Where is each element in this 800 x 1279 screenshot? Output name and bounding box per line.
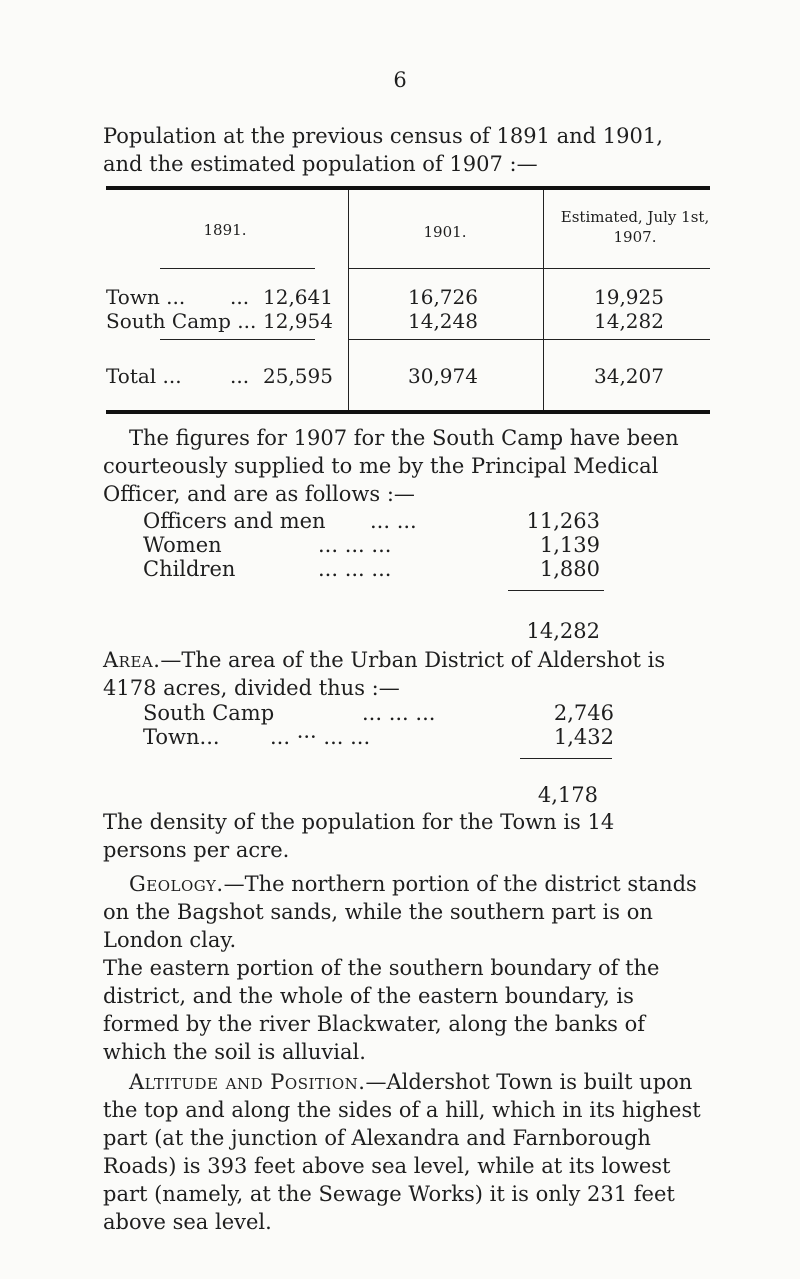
- item-label: Town...: [143, 725, 220, 749]
- altitude-paragraph: [103, 1068, 703, 1236]
- item-value: 2,746: [553, 701, 614, 725]
- row-1907: 19,925: [594, 285, 664, 309]
- item-leader: ... ...: [370, 509, 417, 533]
- intro-paragraph: Population at the previous census of 1891 and 1901, and the estimated population of 1907 :—: [103, 124, 663, 176]
- table-header-rule: [348, 268, 710, 269]
- item-value: 1,432: [553, 725, 614, 749]
- geology-heading: Geology.: [129, 872, 224, 896]
- item-leader: ... ... ...: [318, 533, 392, 557]
- row-1891: 12,641: [263, 285, 333, 309]
- row-1907: 14,282: [594, 309, 664, 333]
- total-1907: 34,207: [594, 364, 664, 388]
- area-text: —The area of the Urban District of Aldershot is 4178 acres, divided thus :—: [103, 648, 666, 700]
- item-label: Women: [143, 533, 222, 557]
- table-top-rule: [106, 186, 710, 190]
- item-value: 11,263: [526, 509, 600, 533]
- table-col-divider: [543, 190, 544, 412]
- area-paragraph: [103, 646, 703, 702]
- table-total-rule: [160, 339, 315, 340]
- item-label: South Camp: [143, 701, 275, 725]
- item-leader: ... ··· ... ...: [270, 725, 371, 749]
- total-1901: 30,974: [408, 364, 478, 388]
- total-leader: ...: [230, 364, 250, 388]
- density-paragraph: The density of the population for the Town is 14 persons per acre.: [103, 810, 615, 862]
- sum-rule: [520, 758, 612, 759]
- header-1907: Estimated, July 1st, 1907.: [560, 208, 710, 246]
- row-1901: 14,248: [408, 309, 478, 333]
- geology-paragraph: [103, 870, 703, 954]
- table-header-rule: [160, 268, 315, 269]
- row-1891: 12,954: [263, 309, 333, 333]
- header-1901: 1901.: [423, 223, 467, 241]
- area-heading: Area.: [103, 648, 161, 672]
- item-leader: ... ... ...: [318, 557, 392, 581]
- table-total-rule: [348, 339, 710, 340]
- row-leader: ...: [230, 285, 250, 309]
- sum-rule: [508, 590, 604, 591]
- page-number: 6: [393, 68, 407, 92]
- geology-text: —The northern portion of the district stands on the Bagshot sands, while the southern part is on London clay.: [103, 872, 697, 952]
- row-label: South Camp ...: [106, 309, 257, 333]
- item-leader: ... ... ...: [362, 701, 436, 725]
- total-1891: 25,595: [263, 364, 333, 388]
- altitude-text: —Aldershot Town is built upon the top and along the sides of a hill, which in its highest part (at the junction of Alexandra and Farnborough Roads) is 393 feet above sea level, while at its lowest part (namely, at the Sewage Works) it is only 231 feet above sea level.: [103, 1070, 701, 1234]
- table-col-divider: [348, 190, 349, 412]
- figures-paragraph: The figures for 1907 for the South Camp have been courteously supplied to me by the Principal Medical Officer, and are as follows :—: [103, 426, 679, 506]
- row-label: Town ...: [106, 285, 186, 309]
- item-label: Children: [143, 557, 236, 581]
- eastern-boundary-paragraph: The eastern portion of the southern boundary of the district, and the whole of the eastern boundary, is formed by the river Blackwater, along the banks of which the soil is alluvial.: [103, 956, 660, 1064]
- area-total: 4,178: [537, 783, 598, 807]
- table-bottom-rule: [106, 410, 710, 414]
- item-label: Officers and men: [143, 509, 326, 533]
- row-1901: 16,726: [408, 285, 478, 309]
- altitude-heading: Altitude and Position.: [129, 1070, 366, 1094]
- south-camp-total: 14,282: [526, 619, 600, 643]
- total-label: Total ...: [106, 364, 182, 388]
- item-value: 1,139: [539, 533, 600, 557]
- header-1891: 1891.: [203, 221, 247, 239]
- item-value: 1,880: [539, 557, 600, 581]
